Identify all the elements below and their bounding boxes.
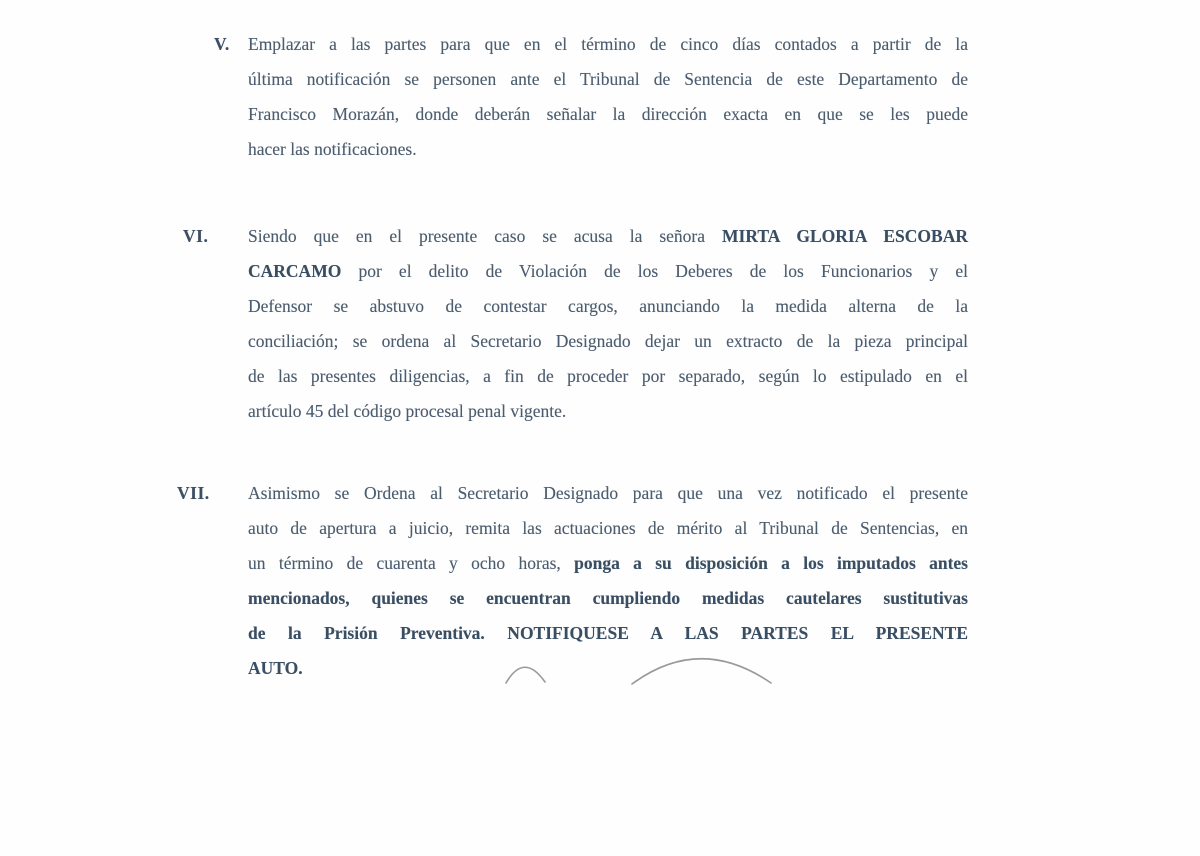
text-line xyxy=(248,254,968,289)
text: artículo 45 del código procesal penal vigente. xyxy=(248,401,567,421)
bold-text: MIRTA GLORIA ESCOBAR xyxy=(722,226,968,246)
text-line xyxy=(248,97,968,132)
text: Siendo que en el presente caso se acusa la señora xyxy=(248,226,722,246)
bold-text: ponga a su disposición a los imputados antes xyxy=(574,553,968,573)
text-line xyxy=(248,616,968,651)
list-item xyxy=(177,476,968,686)
text-line xyxy=(248,394,968,429)
document-body xyxy=(177,27,968,686)
text-line xyxy=(248,27,968,62)
bold-text: CARCAMO xyxy=(248,261,342,281)
text-line xyxy=(248,324,968,359)
paragraph-lines xyxy=(248,27,968,167)
text-line xyxy=(248,511,968,546)
text: por el delito de Violación de los Deberes de los Funcionarios y el xyxy=(341,261,968,281)
paragraph-lines xyxy=(248,476,968,686)
bold-text: AUTO. xyxy=(248,658,303,678)
item-number: VI. xyxy=(183,226,209,246)
text-line xyxy=(248,219,968,254)
text: Asimismo se Ordena al Secretario Designado para que una vez notificado el presente xyxy=(248,483,968,503)
text: conciliación; se ordena al Secretario Designado dejar un extracto de la pieza principal xyxy=(248,331,968,351)
text-line xyxy=(248,62,968,97)
text: de las presentes diligencias, a fin de proceder por separado, según lo estipulado en el xyxy=(248,366,968,386)
text-line xyxy=(248,359,968,394)
text: auto de apertura a juicio, remita las actuaciones de mérito al Tribunal de Sentencias, en xyxy=(248,518,968,538)
list-item xyxy=(183,219,968,429)
bold-text: de la Prisión Preventiva. NOTIFIQUESE A LAS PARTES EL PRESENTE xyxy=(248,623,968,643)
text-line xyxy=(248,546,968,581)
text-line xyxy=(248,132,968,167)
list-item xyxy=(214,27,968,167)
text-line xyxy=(248,651,968,686)
text: un término de cuarenta y ocho horas, xyxy=(248,553,575,573)
text: Emplazar a las partes para que en el término de cinco días contados a partir de la xyxy=(248,34,968,54)
text-line xyxy=(248,581,968,616)
text-line xyxy=(248,289,968,324)
text: Defensor se abstuvo de contestar cargos, anunciando la medida alterna de la xyxy=(248,296,968,316)
text: última notificación se personen ante el Tribunal de Sentencia de este Departamento de xyxy=(248,69,968,89)
bold-text: mencionados, quienes se encuentran cumpliendo medidas cautelares sustitutivas xyxy=(248,588,968,608)
text: hacer las notificaciones. xyxy=(248,139,417,159)
item-number: VII. xyxy=(177,483,210,503)
item-number: V. xyxy=(214,34,230,54)
text-line xyxy=(248,476,968,511)
text: Francisco Morazán, donde deberán señalar la dirección exacta en que se les puede xyxy=(248,104,968,124)
paragraph-lines xyxy=(248,219,968,429)
